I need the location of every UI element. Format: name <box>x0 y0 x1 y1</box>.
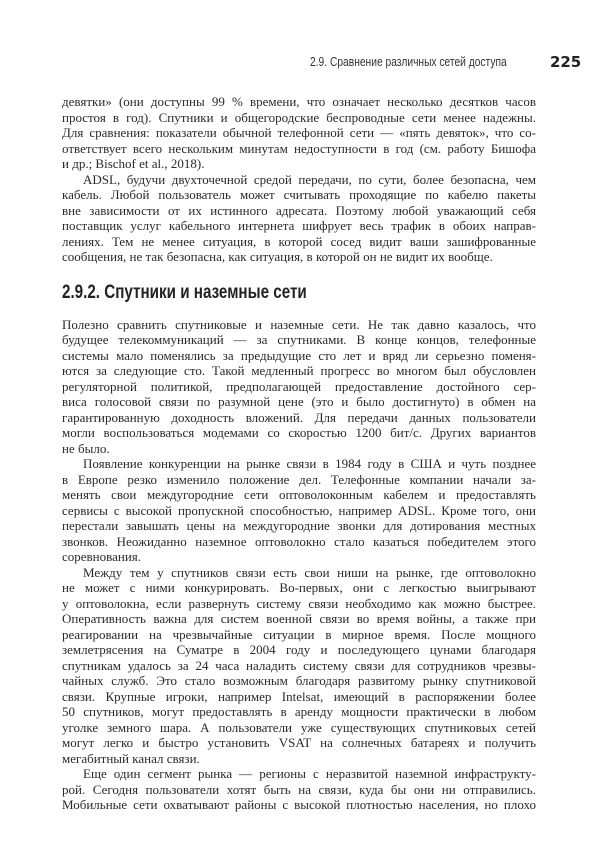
text-line: не было. <box>62 440 110 456</box>
text-line: сообщения, не так безопасна, как ситуация, в которой он не видит их вообще. <box>62 249 493 264</box>
section-heading <box>62 277 536 309</box>
text-line: Между тем у спутников связи есть свои ниши на рынке, где оптоволокно <box>83 564 536 580</box>
text-line: гарантированную доходность вложений. Для передачи данных пользователи <box>62 409 536 425</box>
text-line: менять свои междугородние сети оптоволоконным кабелем и предоставлять <box>62 487 536 502</box>
text-line: простоя в год). Спутники и общегородские беспроводные сети менее надежны. <box>62 109 536 125</box>
paragraph <box>62 94 536 172</box>
text-line: мегабитный канал связи. <box>62 750 200 766</box>
text-line: будущее телекоммуникаций — за спутниками. В конце концов, телефонные <box>62 332 536 347</box>
text-line: Оперативность важна для систем военной связи во время войны, а также при <box>62 611 536 626</box>
paragraph <box>62 766 536 813</box>
text-line: виса голосовой связи по разумной цене (это и было достигнуто) в обмен на <box>62 394 536 409</box>
text-line: Полезно сравнить спутниковые и наземные сети. Не так давно казалось, что <box>62 316 536 332</box>
text-line: звонков. Неожиданно наземное оптоволокно стало казаться победителем этого <box>62 533 536 549</box>
text-line: и др.; Bischof et al., 2018). <box>62 156 205 171</box>
text-line: уголке земного шара. А пользователи уже существующих спутниковых сетей <box>62 719 536 735</box>
section-heading-text: 2.9.2. Спутники и наземные сети <box>62 281 307 303</box>
text-line: чайных служб. Это стало возможным благодаря развитому рынку спутниковой <box>62 673 536 688</box>
text-line: в Европе резко изменило положение дел. Телефонные компании начали за- <box>62 471 536 487</box>
text-line: не может с ними конкурировать. Во-первых, они с легкостью выигрывают <box>62 580 536 595</box>
text-line: связи. Крупные игроки, например Intelsat, имеющий в распоряжении более <box>62 688 536 704</box>
text-line: ответствует всего нескольким минутам недоступности в год (см. работу Бишофа <box>62 140 536 156</box>
text-line: могут легко и быстро установить VSAT на солнечных батареях и получить <box>62 735 536 750</box>
text-line: системы мало поменялись за предыдущие сто лет и вряд ли серьезно поменя- <box>62 347 536 363</box>
running-header <box>310 52 582 72</box>
text-line: рой. Сегодня пользователи хотят быть на связи, куда бы они ни отправились. <box>62 781 536 797</box>
text-line: ются за следующие сто. Такой медленный прогресс во многом был обусловлен <box>62 363 536 378</box>
text-line: Мобильные сети охватывают районы с высокой плотностью населения, но плохо <box>62 797 536 812</box>
text-line: Появление конкуренции на рынке связи в 1984 году в США и чуть позднее <box>83 456 536 471</box>
paragraph <box>62 317 536 457</box>
text-line: могли воспользоваться модемами со скоростью 1200 бит/с. Других вариантов <box>62 425 536 440</box>
text-line: спутникам удалось за 24 часа наладить систему связи для сотрудников чрезвы- <box>62 657 536 673</box>
text-line: у оптоволокна, если развернуть систему связи необходимо как можно быстрее. <box>62 595 536 611</box>
section-title: 2.9. Сравнение различных сетей доступа <box>310 55 507 69</box>
text-line: ADSL, будучи двухточечной средой передачи, по сути, более безопасна, чем <box>83 171 536 187</box>
text-line: лениях. Тем не менее ситуация, в которой сосед видит ваши зашифрованные <box>62 233 536 249</box>
text-line: перестали завышать цены на междугородние звонки для дотирования местных <box>62 518 536 533</box>
text-line: кабель. Любой пользователь может считывать проходящие по кабелю пакеты <box>62 187 536 202</box>
text-line: вне зависимости от их истинного адресата. Поэтому любой уважающий себя <box>62 202 536 218</box>
text-line: реагировании на чрезвычайные ситуации в мирное время. После мощного <box>62 626 536 642</box>
page-number: 225 <box>549 53 582 71</box>
text-line: соревнования. <box>62 549 142 564</box>
text-line: Еще один сегмент рынка — регионы с неразвитой наземной инфраструкту- <box>83 766 536 781</box>
text-line: 50 спутников, могут предоставлять в аренду мощности практически в любом <box>62 704 536 719</box>
text-line: землетрясения на Суматре в 2004 году и последующего цунами благодаря <box>62 642 536 657</box>
text-line: Для сравнения: показатели обычной телефонной сети — «пять девяток», что со- <box>62 125 536 140</box>
text-line: регуляторной политикой, предполагающей предоставление достойного сер- <box>62 378 536 394</box>
page-body <box>62 94 536 813</box>
paragraph <box>62 172 536 265</box>
text-line: поставщик услуг кабельного интернета шифрует весь трафик в обоих направ- <box>62 218 536 233</box>
paragraph <box>62 456 536 565</box>
text-line: сервисы с высокой пропускной способностью, например ADSL. Кроме того, они <box>62 502 536 518</box>
text-line: девятки» (они доступны 99 % времени, что означает несколько десятков часов <box>62 94 536 109</box>
paragraph <box>62 565 536 767</box>
